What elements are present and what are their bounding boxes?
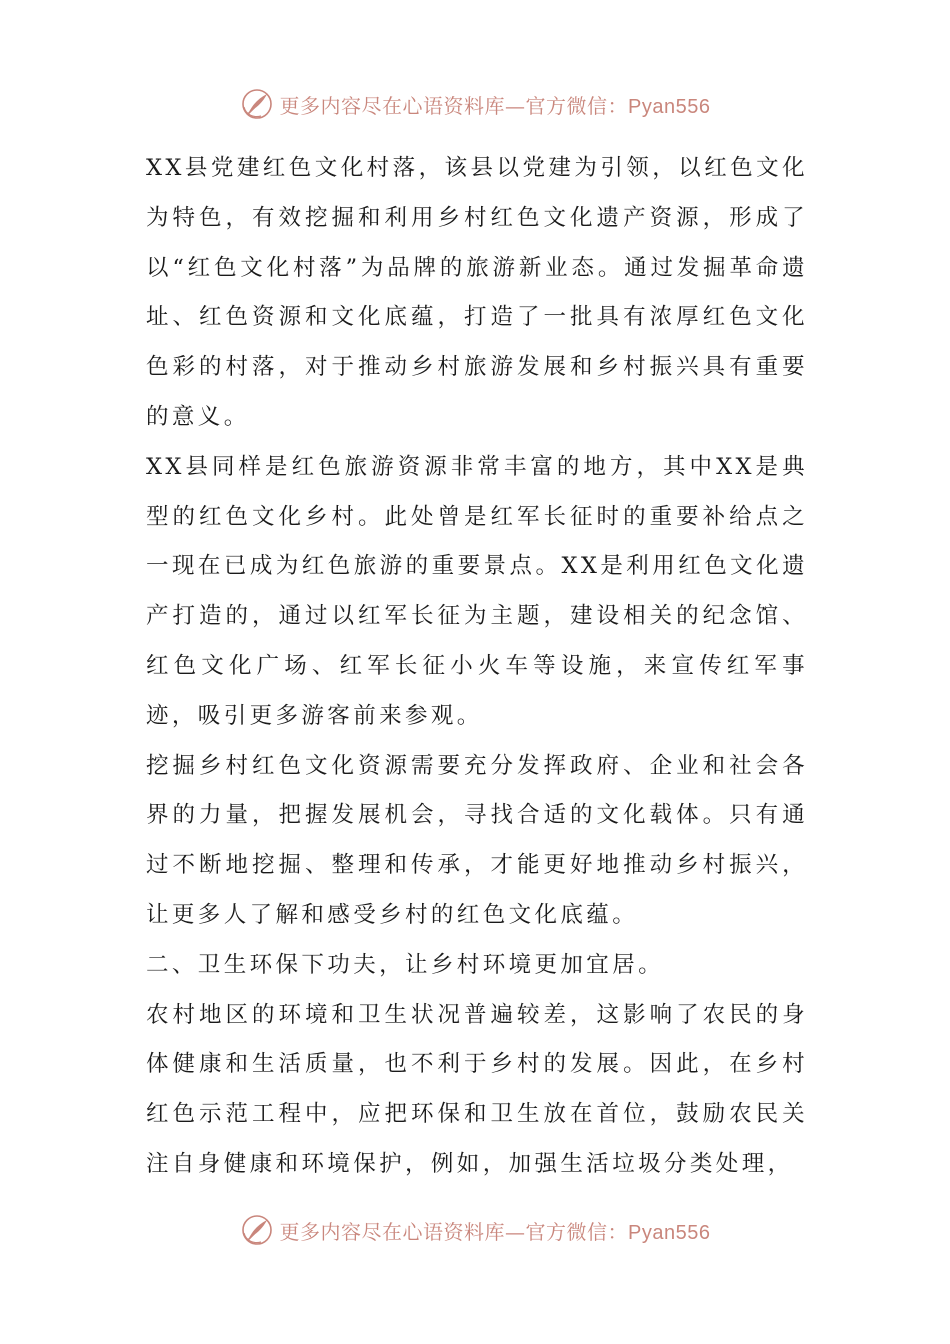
feather-pen-icon — [240, 87, 274, 121]
watermark-text: 更多内容尽在心语资料库—官方微信：Pyan556 — [279, 93, 711, 118]
feather-pen-icon — [240, 1213, 274, 1247]
paragraph-2: XX县同样是红色旅游资源非常丰富的地方，其中XX是典型的红色文化乡村。此处曾是红军长征时的重要补给点之一现在已成为红色旅游的重要景点。XX是利用红色文化遗产打造的，通过以红军长征为主题，建设相关的纪念馆、红色文化广场、红军长征小火车等设施，来宣传红军事迹，吸引更多游客前来参观。 — [146, 453, 808, 729]
paragraph-3: 挖掘乡村红色文化资源需要充分发挥政府、企业和社会各界的力量，把握发展机会，寻找合适的文化载体。只有通过不断地挖掘、整理和传承，才能更好地推动乡村振兴，让更多人了解和感受乡村的红色文化底蕴。 — [146, 752, 808, 928]
section-heading: 二、卫生环保下功夫，让乡村环境更加宜居。 — [146, 951, 665, 978]
footer-watermark — [0, 1210, 950, 1250]
watermark-text: 更多内容尽在心语资料库—官方微信：Pyan556 — [279, 1219, 711, 1244]
paragraph-4: 农村地区的环境和卫生状况普遍较差，这影响了农民的身体健康和生活质量，也不利于乡村的发展。因此，在乡村红色示范工程中，应把环保和卫生放在首位，鼓励农民关注自身健康和环境保护，例如，加强生活垃圾分类处理， — [146, 1001, 808, 1177]
header-watermark — [0, 84, 950, 124]
paragraph-1: XX县党建红色文化村落，该县以党建为引领，以红色文化为特色，有效挖掘和利用乡村红色文化遗产资源，形成了以“红色文化村落”为品牌的旅游新业态。通过发掘革命遗址、红色资源和文化底蕴，打造了一批具有浓厚红色文化色彩的村落，对于推动乡村旅游发展和乡村振兴具有重要的意义。 — [146, 155, 808, 430]
document-body — [146, 144, 808, 1190]
